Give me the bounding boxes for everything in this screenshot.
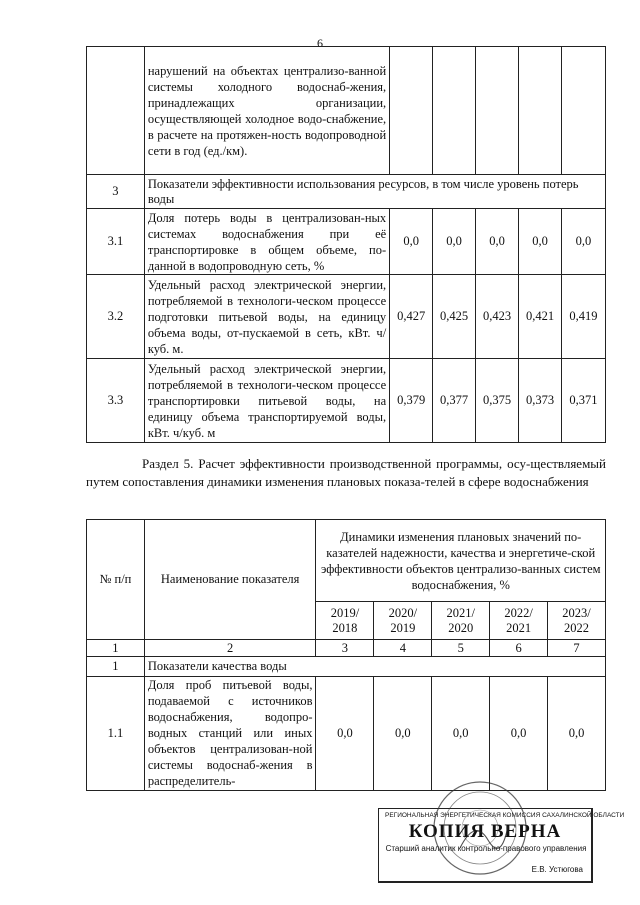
row-number: 1.1 [87, 677, 145, 791]
page-number: 6 [317, 36, 323, 50]
value-cell: 0,421 [519, 275, 562, 359]
indicator-name: нарушений на объектах централизо-ванной системы холодного водоснаб-жения, принадлежащих организации, осуществляющей холодное водо-снабжение, в расчете на протяжен-ность водопроводной сети в год (ед./км). [144, 47, 389, 175]
row-number: 3.2 [87, 275, 145, 359]
column-number: 4 [374, 640, 432, 657]
value-cell: 0,0 [374, 677, 432, 791]
value-cell [519, 47, 562, 175]
indicator-name: Удельный расход электрической энергии, потребляемой в технологи-ческом процессе транспортировки питьевой воды, на единицу объема транспортируемой воды, кВт. ч/куб. м [144, 359, 389, 443]
certification-stamp [378, 778, 625, 882]
value-cell: 0,427 [390, 275, 433, 359]
column-number: 2 [144, 640, 316, 657]
header-indicator-name: Наименование показателя [144, 520, 316, 640]
indicator-group-name: Показатели эффективности использования ресурсов, в том числе уровень потерь воды [144, 175, 605, 209]
table-row [87, 209, 606, 275]
indicator-name: Удельный расход электрической энергии, потребляемой в технологи-ческом процессе подготовки питьевой воды, на единицу объема воды, от-пускаемой в сеть, кВт. ч/куб. м. [144, 275, 389, 359]
value-cell: 0,0 [476, 209, 519, 275]
value-cell [561, 47, 605, 175]
indicator-name: Доля потерь воды в централизован-ных системах водоснабжения при её транспортировке в общем объеме, по-данной в водопроводную сеть, % [144, 209, 389, 275]
table-row [87, 359, 606, 443]
period-header: 2019/ 2018 [316, 602, 374, 640]
value-cell: 0,375 [476, 359, 519, 443]
value-cell: 0,0 [316, 677, 374, 791]
value-cell: 0,377 [433, 359, 476, 443]
efficiency-dynamics-table [86, 519, 606, 791]
value-cell: 0,0 [519, 209, 562, 275]
value-cell: 0,0 [390, 209, 433, 275]
value-cell: 0,371 [561, 359, 605, 443]
value-cell: 0,0 [548, 677, 606, 791]
table-row [87, 657, 606, 677]
row-number [87, 47, 145, 175]
value-cell: 0,0 [490, 677, 548, 791]
table-row [87, 47, 606, 175]
value-cell: 0,0 [433, 209, 476, 275]
value-cell [390, 47, 433, 175]
column-number: 3 [316, 640, 374, 657]
value-cell [433, 47, 476, 175]
value-cell: 0,379 [390, 359, 433, 443]
header-dynamics: Динамики изменения плановых значений по-казателей надежности, качества и энергетиче-ской эффективности объектов централизо-ванных систем водоснабжения, % [316, 520, 606, 602]
stamp-copy-label: КОПИЯ ВЕРНА [408, 821, 562, 842]
table-row [87, 677, 606, 791]
period-header: 2023/ 2022 [548, 602, 606, 640]
column-number: 6 [490, 640, 548, 657]
row-number: 1 [87, 657, 145, 677]
period-header: 2022/ 2021 [490, 602, 548, 640]
row-number: 3.1 [87, 209, 145, 275]
value-cell: 0,0 [432, 677, 490, 791]
stamp-name: Е.В. Устюгова [531, 865, 583, 874]
table-header-row [87, 520, 606, 602]
period-header: 2020/ 2019 [374, 602, 432, 640]
column-number: 7 [548, 640, 606, 657]
value-cell: 0,0 [561, 209, 605, 275]
value-cell: 0,423 [476, 275, 519, 359]
row-number: 3 [87, 175, 145, 209]
indicator-name: Доля проб питьевой воды, подаваемой с источников водоснабжения, водопро-водных станций или иных объектов централизован-ной системы водоснаб-жения в распределитель- [144, 677, 316, 791]
value-cell: 0,419 [561, 275, 605, 359]
stamp-organization: РЕГИОНАЛЬНАЯ ЭНЕРГЕТИЧЕСКАЯ КОМИССИЯ САХАЛИНСКОЙ ОБЛАСТИ [385, 812, 625, 819]
header-number: № п/п [87, 520, 145, 640]
table-row [87, 275, 606, 359]
stamp-role: Старший аналитик контрольно-правового управления [385, 844, 587, 853]
column-number: 5 [432, 640, 490, 657]
section-heading: Раздел 5. Расчет эффективности производственной программы, осу-ществляемый путем сопоставления динамики изменения плановых показа-телей в сфере водоснабжения [86, 456, 606, 489]
indicators-table-continued [86, 46, 606, 443]
round-seal-icon [430, 778, 530, 878]
value-cell: 0,425 [433, 275, 476, 359]
column-number: 1 [87, 640, 145, 657]
column-numbers-row [87, 640, 606, 657]
value-cell: 0,373 [519, 359, 562, 443]
table-row [87, 175, 606, 209]
period-header: 2021/ 2020 [432, 602, 490, 640]
indicator-group-name: Показатели качества воды [144, 657, 605, 677]
value-cell [476, 47, 519, 175]
row-number: 3.3 [87, 359, 145, 443]
